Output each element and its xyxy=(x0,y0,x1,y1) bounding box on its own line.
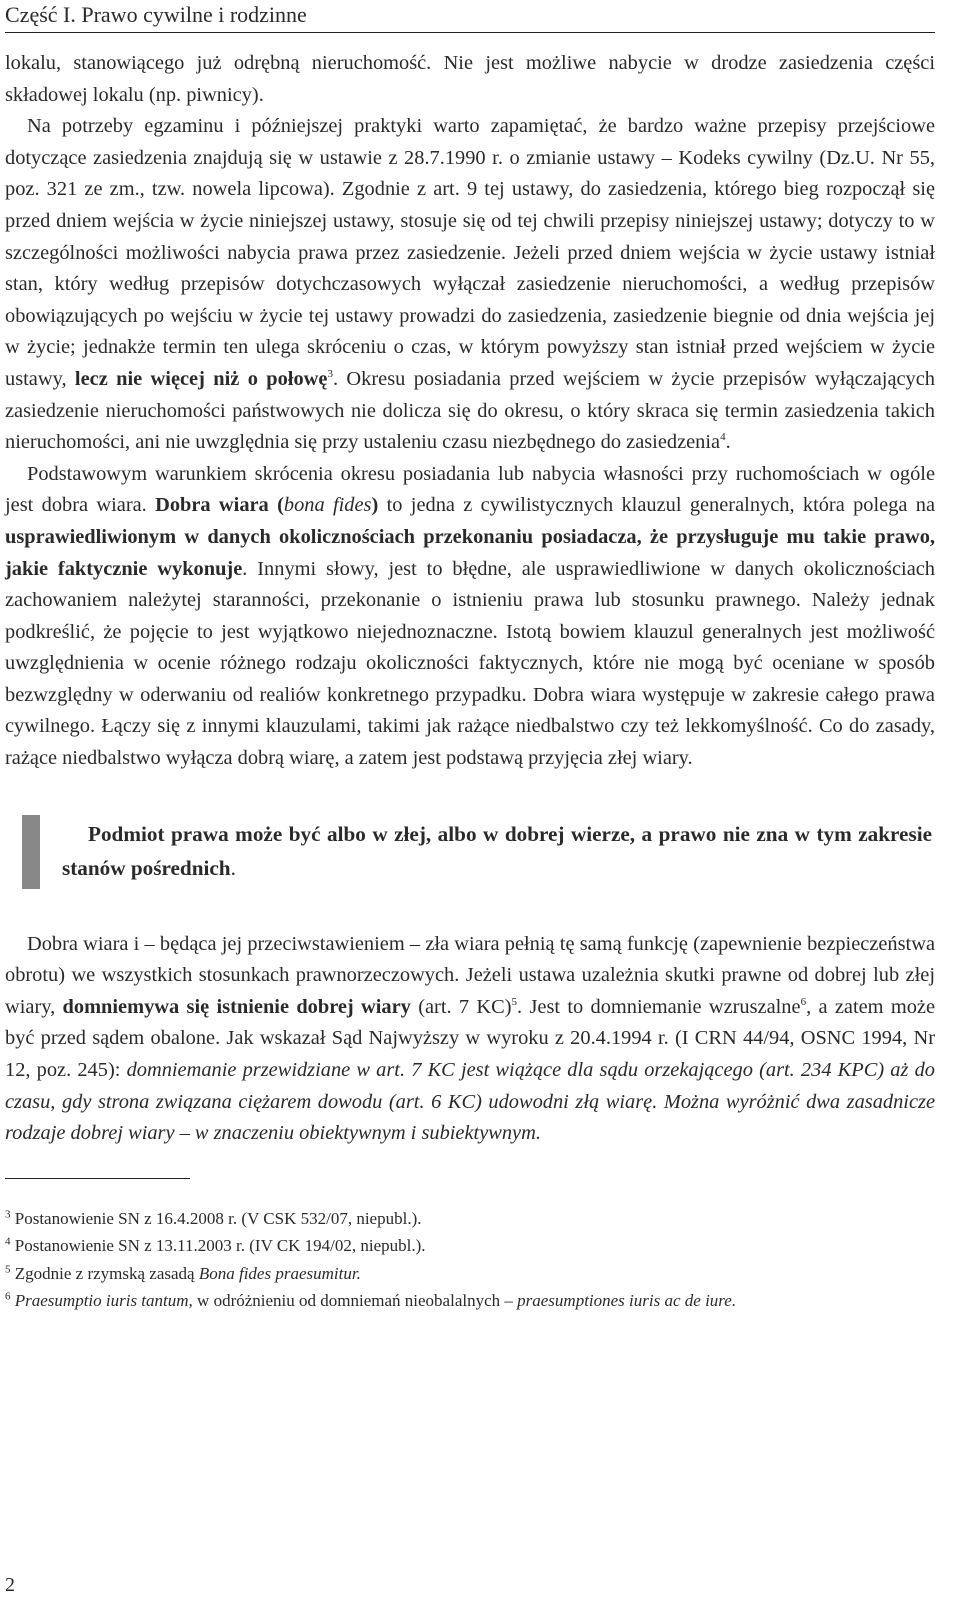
running-header xyxy=(5,0,935,33)
page-body xyxy=(5,48,935,1315)
footnote-ref-4[interactable]: 4 xyxy=(720,431,726,444)
highlight-box xyxy=(5,813,935,895)
footnote-6: $^6$ Praesumptio iuris tantum, w odróżnieniu od domniemań nieobalalnych – praesumptiones iuris ac de iure. xyxy=(5,1290,737,1311)
paragraph-3: Podstawowym warunkiem skrócenia okresu posiadania lub nabycia własności przy ruchomościach w ogóle jest dobra wiara. Dobra wiara (bona fides) to jedna z cywilistycznych klauzul generalnych, która polega na usprawiedliwionym w danych okolicznościach przekonaniu posiadacza, że przysługuje mu takie prawo, jakie faktycznie wykonuje. Innymi słowy, jest to błędne, ale usprawiedliwione w danych okolicznościach zachowaniem należytej staranności, przekonanie o istnieniu prawa lub stosunku prawnego. Należy jednak podkreślić, że pojęcie to jest wyjątkowo niejednoznaczne. Istotą bowiem klauzul generalnych jest możliwość uwzględnienia w ocenie różnego rodzaju okoliczności faktycznych, które nie mogą być oceniane w sposób bezwzględny w oderwaniu od realiów konkretnego przypadku. Dobra wiara występuje w zakresie całego prawa cywilnego. Łączy się z innymi klauzulami, takimi jak rażące niedbalstwo czy też lekkomyślność. Co do zasady, rażące niedbalstwo wyłącza dobrą wiarę, a zatem jest podstawą przyjęcia złej wiary. xyxy=(5,462,936,770)
footnote-3: $^3$ Postanowienie SN z 16.4.2008 r. (V CSK 532/07, niepubl.). xyxy=(5,1208,422,1228)
page-number: 2 xyxy=(5,1574,15,1596)
footnote-ref-3[interactable]: 3 xyxy=(327,368,333,381)
header-title: Część I. Prawo cywilne i rodzinne xyxy=(5,2,307,27)
latin-term: bona fides xyxy=(283,494,372,517)
paragraph-4: Dobra wiara i – będąca jej przeciwstawieniem – zła wiara pełnią tę samą funkcję (zapewnienie bezpieczeństwa obrotu) we wszystkich stosunkach prawnorzeczowych. Jeżeli ustawa uzależnia skutki prawne od dobrej lub złej wiary, domniemywa się istnienie dobrej wiary (art. 7 KC)$^5$. Jest to domniemanie wzruszalne$^6$, a zatem może być przed sądem obalone. Jak wskazał Sąd Najwyższy w wyroku z 20.4.1994 r. (I CRN 44/94, OSNC 1994, Nr 12, poz. 245): domniemanie przewidziane w art. 7 KC jest wiążące dla sądu orzekającego (art. 234 KPC) aż do czasu, gdy strona związana ciężarem dowodu (art. 6 KC) udowodni złą wiarę. Można wyróżnić dwa zasadnicze rodzaje dobrej wiary – w znaczeniu obiektywnym i subiektywnym. xyxy=(5,932,935,1145)
paragraph-2: Na potrzeby egzaminu i późniejszej praktyki warto zapamiętać, że bardzo ważne przepisy przejściowe dotyczące zasiedzenia znajdują się w ustawie z 28.7.1990 r. o zmianie ustawy – Kodeks cywilny (Dz.U. Nr 55, poz. 321 ze zm., tzw. nowela lipcowa). Zgodnie z art. 9 tej ustawy, do zasiedzenia, którego bieg rozpoczął się przed dniem wejścia w życie niniejszej ustawy, stosuje się od tej chwili przepisy niniejszej ustawy; dotyczy to w szczególności możliwości nabycia prawa przez zasiedzenie. Jeżeli przed dniem wejścia w życie ustawy istniał stan, który według przepisów dotychczasowych wyłączał zasiedzenie nieruchomości, a według przepisów obowiązujących po wejściu w życie tej ustawy prowadzi do zasiedzenia, zasiedzenie biegnie od dnia wejścia jej w życie; jednakże termin ten ulega skróceniu o czas, w którym powyższy stan istniał przed wejściem w życie ustawy, lecz nie więcej niż o połowę$^3$. Okresu posiadania przed wejściem w życie przepisów wyłączających zasiedzenie nieruchomości państwowych nie dolicza się do okresu, o który skraca się termin zasiedzenia takich nieruchomości, ani nie uwzględnia się przy ustaleniu czasu niezbędnego do zasiedzenia$^4$. xyxy=(5,115,935,454)
paragraph-1: lokalu, stanowiącego już odrębną nieruchomość. Nie jest możliwe nabycie w drodze zasiedzenia części składowej lokalu (np. piwnicy). xyxy=(5,52,935,106)
footnotes xyxy=(5,1205,935,1315)
court-quote: domniemanie przewidziane w art. 7 KC jest wiążące dla sądu orzekającego (art. 234 KPC) aż do czasu, gdy strona związana ciężarem dowodu (art. 6 KC) udowodni złą wiarę. Można wyróżnić dwa zasadnicze rodzaje dobrej wiary – w znaczeniu obiektywnym i subiektywnym. xyxy=(5,1059,935,1145)
footnote-divider xyxy=(5,1178,190,1179)
footnote-4: $^4$ Postanowienie SN z 13.11.2003 r. (IV CK 194/02, niepubl.). xyxy=(5,1235,426,1256)
highlight-text: Podmiot prawa może być albo w złej, albo w dobrej wierze, a prawo nie zna w tym zakresie stanów pośrednich. xyxy=(62,821,932,880)
footnote-5: $^5$ Zgodnie z rzymską zasadą Bona fides praesumitur. xyxy=(5,1263,361,1283)
footnote-ref-6[interactable]: 6 xyxy=(800,996,807,1009)
emphasis-half: lecz nie więcej niż o połowę xyxy=(74,367,328,390)
highlight-bar xyxy=(22,815,40,889)
presumption-emphasis: domniemywa się istnienie dobrej wiary xyxy=(62,995,411,1018)
footnote-ref-5[interactable]: 5 xyxy=(511,996,518,1009)
definition-emphasis: usprawiedliwionym w danych okolicznościach przekonaniu posiadacza, że przysługuje mu takie prawo, jakie faktycznie wykonuje xyxy=(5,525,935,580)
